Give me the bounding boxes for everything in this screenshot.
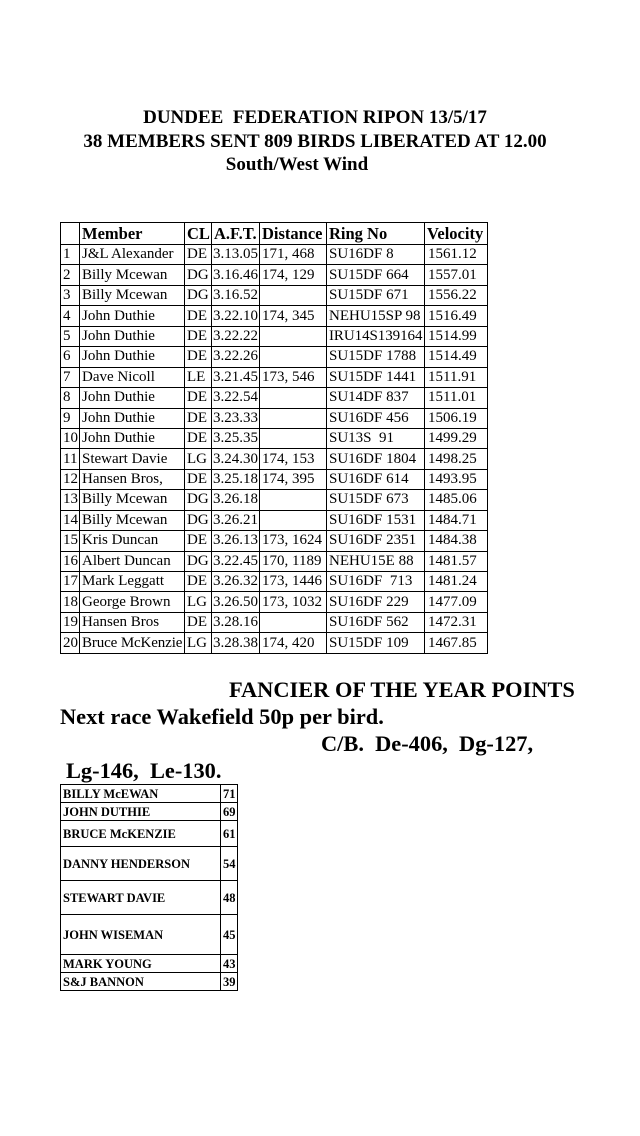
cell-distance [260, 612, 327, 632]
table-row [61, 408, 488, 428]
cell-aft: 3.21.45 [212, 367, 260, 387]
cell-velocity: 1506.19 [425, 408, 488, 428]
points-row [61, 915, 238, 955]
cell-velocity: 1514.99 [425, 326, 488, 346]
wind-direction: South/West Wind [225, 154, 369, 175]
cell-velocity: 1467.85 [425, 633, 488, 653]
cell-position: 15 [61, 531, 80, 551]
cell-distance [260, 428, 327, 448]
cell-class: DE [185, 531, 212, 551]
cell-ring-no: SU16DF 614 [327, 469, 425, 489]
column-header-member: Member [80, 223, 185, 245]
cell-distance: 171, 468 [260, 245, 327, 265]
report-title: DUNDEE FEDERATION RIPON 13/5/17 [143, 107, 487, 128]
cell-position: 13 [61, 490, 80, 510]
cell-member: Billy Mcewan [80, 510, 185, 530]
next-race-note: Next race Wakefield 50p per bird. [60, 704, 384, 729]
cell-aft: 3.25.35 [212, 428, 260, 448]
results-table-head [61, 223, 488, 245]
cell-velocity: 1498.25 [425, 449, 488, 469]
fancier-name: MARK YOUNG [61, 955, 221, 973]
cell-ring-no: NEHU15SP 98 [327, 306, 425, 326]
fancier-name: BILLY McEWAN [61, 785, 221, 803]
cell-aft: 3.16.52 [212, 285, 260, 305]
cb-points-line-continued: Lg-146, Le-130. [66, 758, 222, 783]
cell-velocity: 1561.12 [425, 245, 488, 265]
cell-velocity: 1556.22 [425, 285, 488, 305]
cell-position: 7 [61, 367, 80, 387]
cell-member: Mark Leggatt [80, 572, 185, 592]
cell-class: LG [185, 449, 212, 469]
cell-class: DE [185, 347, 212, 367]
cell-member: George Brown [80, 592, 185, 612]
points-row [61, 847, 238, 881]
cell-aft: 3.25.18 [212, 469, 260, 489]
table-row [61, 428, 488, 448]
cell-class: LG [185, 592, 212, 612]
table-row [61, 531, 488, 551]
cell-class: DE [185, 612, 212, 632]
cell-aft: 3.26.21 [212, 510, 260, 530]
cell-class: DE [185, 388, 212, 408]
fancier-name: JOHN WISEMAN [61, 915, 221, 955]
table-row [61, 572, 488, 592]
table-row [61, 306, 488, 326]
cell-ring-no: SU14DF 837 [327, 388, 425, 408]
cell-velocity: 1472.31 [425, 612, 488, 632]
cell-class: DE [185, 408, 212, 428]
cell-ring-no: SU16DF 229 [327, 592, 425, 612]
cell-class: LE [185, 367, 212, 387]
cell-velocity: 1516.49 [425, 306, 488, 326]
cell-ring-no: SU16DF 1804 [327, 449, 425, 469]
fancier-name: S&J BANNON [61, 973, 221, 991]
cell-distance [260, 326, 327, 346]
points-row [61, 803, 238, 821]
cell-member: Billy Mcewan [80, 285, 185, 305]
table-row [61, 510, 488, 530]
fancier-points: 71 [221, 785, 238, 803]
fancier-name: BRUCE McKENZIE [61, 821, 221, 847]
cell-class: DG [185, 265, 212, 285]
cell-ring-no: SU15DF 109 [327, 633, 425, 653]
cell-velocity: 1481.24 [425, 572, 488, 592]
cell-position: 10 [61, 428, 80, 448]
cell-member: J&L Alexander [80, 245, 185, 265]
cell-aft: 3.28.16 [212, 612, 260, 632]
table-row [61, 612, 488, 632]
cell-aft: 3.22.26 [212, 347, 260, 367]
table-row [61, 551, 488, 571]
cell-aft: 3.28.38 [212, 633, 260, 653]
cell-position: 2 [61, 265, 80, 285]
column-header-position [61, 223, 80, 245]
cell-ring-no: SU15DF 664 [327, 265, 425, 285]
table-row [61, 326, 488, 346]
cell-aft: 3.26.13 [212, 531, 260, 551]
cell-position: 5 [61, 326, 80, 346]
cell-aft: 3.22.22 [212, 326, 260, 346]
cell-distance: 174, 129 [260, 265, 327, 285]
cell-member: Dave Nicoll [80, 367, 185, 387]
cell-aft: 3.22.54 [212, 388, 260, 408]
cell-velocity: 1484.38 [425, 531, 488, 551]
cell-ring-no: SU16DF 562 [327, 612, 425, 632]
cb-points-line: C/B. De-406, Dg-127, [321, 731, 534, 756]
cell-position: 17 [61, 572, 80, 592]
points-row [61, 785, 238, 803]
cell-velocity: 1511.91 [425, 367, 488, 387]
cell-class: DG [185, 510, 212, 530]
cell-position: 6 [61, 347, 80, 367]
cell-ring-no: NEHU15E 88 [327, 551, 425, 571]
column-header-class: CL [185, 223, 212, 245]
cell-member: John Duthie [80, 408, 185, 428]
cell-distance [260, 510, 327, 530]
cell-class: DE [185, 326, 212, 346]
cell-distance: 174, 345 [260, 306, 327, 326]
cell-aft: 3.16.46 [212, 265, 260, 285]
cell-aft: 3.26.50 [212, 592, 260, 612]
table-row [61, 285, 488, 305]
results-header-row [61, 223, 488, 245]
column-header-aft: A.F.T. [212, 223, 260, 245]
liberation-summary: 38 MEMBERS SENT 809 BIRDS LIBERATED AT 12.00 [83, 131, 547, 152]
cell-aft: 3.26.18 [212, 490, 260, 510]
column-header-ring-no: Ring No [327, 223, 425, 245]
cell-position: 9 [61, 408, 80, 428]
cell-member: John Duthie [80, 306, 185, 326]
fancier-points-table [60, 784, 238, 991]
cell-velocity: 1493.95 [425, 469, 488, 489]
cell-class: DG [185, 490, 212, 510]
cell-member: John Duthie [80, 428, 185, 448]
cell-member: Hansen Bros, [80, 469, 185, 489]
table-row [61, 245, 488, 265]
cell-ring-no: SU16DF 456 [327, 408, 425, 428]
table-row [61, 367, 488, 387]
cell-velocity: 1499.29 [425, 428, 488, 448]
cell-position: 16 [61, 551, 80, 571]
cell-position: 4 [61, 306, 80, 326]
cell-member: John Duthie [80, 326, 185, 346]
column-header-distance: Distance [260, 223, 327, 245]
table-row [61, 388, 488, 408]
fancier-points: 39 [221, 973, 238, 991]
table-row [61, 469, 488, 489]
cell-velocity: 1557.01 [425, 265, 488, 285]
cell-distance: 170, 1189 [260, 551, 327, 571]
cell-ring-no: SU16DF 8 [327, 245, 425, 265]
cell-member: Stewart Davie [80, 449, 185, 469]
cell-class: DE [185, 428, 212, 448]
cell-distance: 173, 1446 [260, 572, 327, 592]
cell-distance: 174, 420 [260, 633, 327, 653]
cell-velocity: 1485.06 [425, 490, 488, 510]
cell-member: Kris Duncan [80, 531, 185, 551]
cell-distance: 173, 1032 [260, 592, 327, 612]
cell-velocity: 1484.71 [425, 510, 488, 530]
cell-member: Albert Duncan [80, 551, 185, 571]
cell-position: 12 [61, 469, 80, 489]
cell-distance [260, 347, 327, 367]
column-header-velocity: Velocity [425, 223, 488, 245]
results-table-body [61, 245, 488, 654]
cell-member: Bruce McKenzie [80, 633, 185, 653]
cell-class: DE [185, 469, 212, 489]
cell-position: 14 [61, 510, 80, 530]
cell-class: LG [185, 633, 212, 653]
cell-ring-no: SU15DF 1788 [327, 347, 425, 367]
cell-ring-no: SU16DF 2351 [327, 531, 425, 551]
fancier-name: DANNY HENDERSON [61, 847, 221, 881]
cell-distance: 174, 395 [260, 469, 327, 489]
cell-position: 8 [61, 388, 80, 408]
cell-velocity: 1477.09 [425, 592, 488, 612]
cell-distance [260, 285, 327, 305]
cell-position: 11 [61, 449, 80, 469]
points-row [61, 821, 238, 847]
results-table [60, 222, 488, 654]
cell-ring-no: SU13S 91 [327, 428, 425, 448]
table-row [61, 592, 488, 612]
cell-distance [260, 408, 327, 428]
table-row [61, 633, 488, 653]
cell-distance: 174, 153 [260, 449, 327, 469]
cell-member: John Duthie [80, 388, 185, 408]
cell-member: John Duthie [80, 347, 185, 367]
cell-position: 18 [61, 592, 80, 612]
table-row [61, 490, 488, 510]
cell-class: DE [185, 572, 212, 592]
fancier-points-body [61, 785, 238, 991]
fancier-points: 61 [221, 821, 238, 847]
cell-velocity: 1514.49 [425, 347, 488, 367]
cell-position: 19 [61, 612, 80, 632]
cell-member: Billy Mcewan [80, 490, 185, 510]
cell-ring-no: SU15DF 1441 [327, 367, 425, 387]
cell-ring-no: SU15DF 671 [327, 285, 425, 305]
cell-class: DG [185, 285, 212, 305]
points-row [61, 973, 238, 991]
cell-ring-no: IRU14S139164 [327, 326, 425, 346]
fancier-name: STEWART DAVIE [61, 881, 221, 915]
cell-member: Billy Mcewan [80, 265, 185, 285]
cell-ring-no: SU16DF 1531 [327, 510, 425, 530]
fancier-points: 69 [221, 803, 238, 821]
fancier-points: 54 [221, 847, 238, 881]
cell-distance [260, 490, 327, 510]
cell-class: DE [185, 245, 212, 265]
cell-ring-no: SU15DF 673 [327, 490, 425, 510]
cell-aft: 3.26.32 [212, 572, 260, 592]
fancier-points: 43 [221, 955, 238, 973]
fancier-points: 48 [221, 881, 238, 915]
table-row [61, 449, 488, 469]
fancier-points: 45 [221, 915, 238, 955]
cell-position: 20 [61, 633, 80, 653]
cell-ring-no: SU16DF 713 [327, 572, 425, 592]
cell-distance [260, 388, 327, 408]
cell-position: 3 [61, 285, 80, 305]
cell-aft: 3.23.33 [212, 408, 260, 428]
cell-aft: 3.22.45 [212, 551, 260, 571]
cell-distance: 173, 1624 [260, 531, 327, 551]
fancier-name: JOHN DUTHIE [61, 803, 221, 821]
cell-velocity: 1511.01 [425, 388, 488, 408]
cell-aft: 3.24.30 [212, 449, 260, 469]
cell-aft: 3.13.05 [212, 245, 260, 265]
cell-position: 1 [61, 245, 80, 265]
points-row [61, 955, 238, 973]
fancier-of-year-heading: FANCIER OF THE YEAR POINTS [229, 677, 575, 702]
cell-aft: 3.22.10 [212, 306, 260, 326]
cell-class: DE [185, 306, 212, 326]
cell-velocity: 1481.57 [425, 551, 488, 571]
cell-member: Hansen Bros [80, 612, 185, 632]
cell-distance: 173, 546 [260, 367, 327, 387]
points-row [61, 881, 238, 915]
cell-class: DG [185, 551, 212, 571]
table-row [61, 347, 488, 367]
table-row [61, 265, 488, 285]
